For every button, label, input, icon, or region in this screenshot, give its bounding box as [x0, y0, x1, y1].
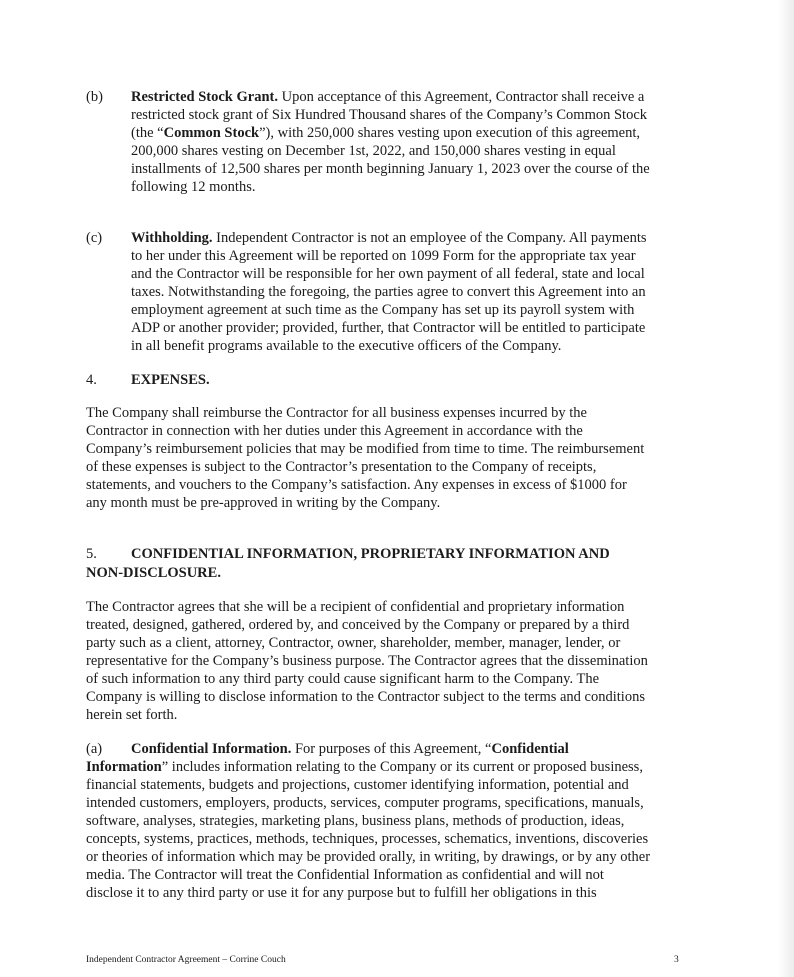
- footer-title: Independent Contractor Agreement – Corrine Couch: [86, 955, 286, 965]
- para-a-line-9: disclose it to any third party or use it for any purpose but to fulfill her obligations in this: [86, 885, 597, 901]
- section-5-number: 5.: [86, 546, 97, 562]
- para-b-line-1: Restricted Stock Grant. Upon acceptance of this Agreement, Contractor shall receive a: [131, 89, 645, 105]
- section-4-line-5: statements, and vouchers to the Company’s satisfaction. Any expenses in excess of $1000 for: [86, 477, 627, 493]
- para-c-line-1: Withholding. Independent Contractor is not an employee of the Company. All payments: [131, 230, 647, 246]
- para-a-line-6: concepts, systems, practices, methods, techniques, processes, schematics, inventions, discoveries: [86, 831, 649, 847]
- para-b-line-6: following 12 months.: [131, 179, 256, 195]
- section-4-text: [86, 404, 686, 512]
- section-5-line-7: herein set forth.: [86, 707, 178, 723]
- para-c-text: [131, 229, 691, 355]
- section-4-line-2: Contractor in connection with her duties under this Agreement in accordance with the: [86, 423, 583, 439]
- para-c-line-7: in all benefit programs available to the executive officers of the Company.: [131, 338, 562, 354]
- para-c-line-2: to her under this Agreement will be reported on 1099 Form for the appropriate tax year: [131, 248, 636, 264]
- section-5-line-1: The Contractor agrees that she will be a recipient of confidential and proprietary information: [86, 599, 625, 615]
- section-4-line-6: any month must be pre-approved in writing by the Company.: [86, 495, 441, 511]
- para-c-line-4: taxes. Notwithstanding the foregoing, the parties agree to convert this Agreement into an: [131, 284, 646, 300]
- para-c-line-6: ADP or another provider; provided, further, that Contractor will be entitled to participate: [131, 320, 646, 336]
- para-a-line-1: Confidential Information. For purposes of this Agreement, “Confidential: [131, 741, 569, 757]
- section-4-line-1: The Company shall reimburse the Contractor for all business expenses incurred by the: [86, 405, 587, 421]
- confidential-term-part-2: Information: [86, 759, 162, 775]
- section-5-line-2: treated, designed, gathered, ordered by, and conceived by the Company or prepared by a third: [86, 617, 630, 633]
- section-4-number: 4.: [86, 372, 97, 388]
- section-5-line-5: of such information to any third party could cause significant harm to the Company. The: [86, 671, 600, 687]
- section-5-line-4: representative for the Company’s business purpose. The Contractor agrees that the dissemination: [86, 653, 648, 669]
- section-5-text: [86, 598, 696, 724]
- para-a-line-5: software, analyses, strategies, marketing plans, business plans, methods of production, ideas,: [86, 813, 625, 829]
- section-5-title-line-1: CONFIDENTIAL INFORMATION, PROPRIETARY INFORMATION AND: [131, 546, 610, 562]
- para-c-label: (c): [86, 230, 103, 246]
- para-a-line-4: intended customers, employers, products, services, computer programs, specifications, manuals,: [86, 795, 644, 811]
- section-5-title-line-2: NON-DISCLOSURE.: [86, 565, 221, 581]
- page-edge-shadow: [778, 0, 794, 977]
- para-b-line-3: (the “Common Stock”), with 250,000 shares vesting upon execution of this agreement,: [131, 125, 641, 141]
- para-a-label: (a): [86, 741, 103, 757]
- para-b-line-4: 200,000 shares vesting on December 1st, 2022, and 150,000 shares vesting in equal: [131, 143, 616, 159]
- section-4-title: EXPENSES.: [131, 372, 210, 388]
- para-b-text: [131, 88, 691, 196]
- page-number: 3: [674, 955, 679, 965]
- para-b-label: (b): [86, 89, 103, 105]
- para-c-line-3: and the Contractor will be responsible for her own payment of all federal, state and local: [131, 266, 645, 282]
- para-a-line-7: or theories of information which may be provided orally, in writing, by drawings, or by any other: [86, 849, 651, 865]
- section-4-line-3: Company’s reimbursement policies that may be modified from time to time. The reimbursement: [86, 441, 645, 457]
- para-a-line-2: Information” includes information relating to the Company or its current or proposed business,: [86, 759, 643, 775]
- para-b-line-5: installments of 12,500 shares per month beginning January 1, 2023 over the course of the: [131, 161, 650, 177]
- para-c-line-5: employment agreement at such time as the Company has set up its payroll system with: [131, 302, 635, 318]
- section-5-line-6: Company is willing to disclose information to the Contractor subject to the terms and conditions: [86, 689, 645, 705]
- para-a-line-3: financial statements, budgets and projections, customer identifying information, potential and: [86, 777, 629, 793]
- para-a-text: [86, 758, 701, 902]
- para-b-line-2: restricted stock grant of Six Hundred Thousand shares of the Company’s Common Stock: [131, 107, 648, 123]
- confidential-term-part-1: Confidential: [491, 741, 569, 757]
- section-5-line-3: party such as a client, attorney, Contractor, owner, shareholder, member, manager, lender, or: [86, 635, 621, 651]
- para-b-title: Restricted Stock Grant.: [131, 89, 278, 105]
- common-stock-term: Common Stock: [163, 125, 260, 141]
- section-4-line-4: of these expenses is subject to the Contractor’s presentation to the Company of receipts,: [86, 459, 597, 475]
- para-a-title: Confidential Information.: [131, 741, 292, 757]
- para-a-line-8: media. The Contractor will treat the Confidential Information as confidential and will not: [86, 867, 604, 883]
- para-c-title: Withholding.: [131, 230, 213, 246]
